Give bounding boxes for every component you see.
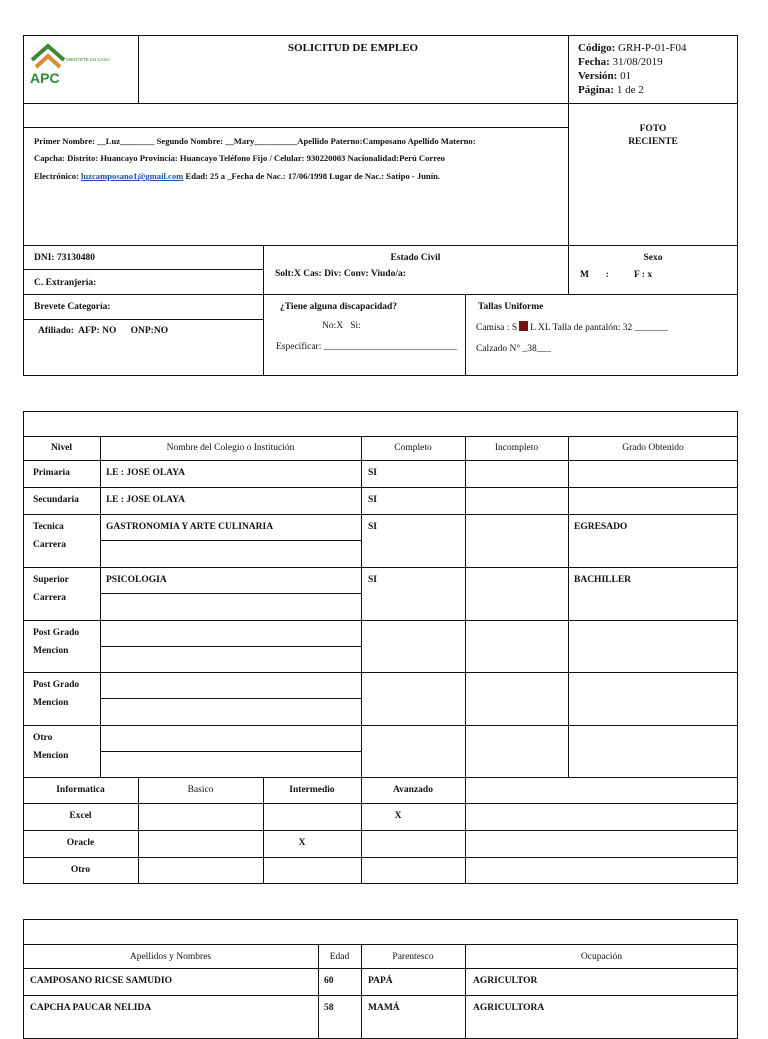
tallas-label: Tallas Uniforme: [478, 302, 544, 312]
especificar-field: Especificar: ____________________________: [276, 342, 457, 352]
email-link[interactable]: luzcamposano1@gmail.com: [81, 171, 184, 181]
edu-line: [23, 514, 738, 515]
ids-mid-line: [23, 294, 738, 295]
ids-col-1: [263, 245, 264, 376]
edu-header-grado: Grado Obtenido: [622, 443, 684, 453]
brevete-divider: [23, 319, 263, 320]
edu-completo-tecnica: SI: [368, 522, 377, 532]
family-header-parentesco: Parentesco: [392, 952, 434, 962]
brevete-field: Brevete Categoría:: [34, 302, 111, 312]
extranjeria-field: C. Extranjería:: [34, 278, 97, 288]
pagina-line: Página: 1 de 2: [578, 84, 644, 96]
edu-completo-primaria: SI: [368, 468, 377, 478]
edu-line: [23, 803, 738, 804]
family-row-2-nombre: CAPCHA PAUCAR NELIDA: [30, 1003, 152, 1013]
personal-line-2: Capcha: Distrito: Huancayo Provincia: Huancayo Teléfono Fijo / Celular: 930220003 Nacionalidad:Perú Correo: [34, 153, 445, 163]
dni-divider: [23, 269, 263, 270]
edu-line: [23, 857, 738, 858]
family-header-nombre: Apellidos y Nombres: [129, 952, 212, 962]
dni-field: DNI: 73130480: [34, 253, 95, 263]
edu-line: [23, 567, 738, 568]
edu-nivel-secundaria: Secundaria: [33, 495, 79, 505]
edu-header-nivel: Nivel: [50, 443, 73, 453]
family-line: [23, 995, 738, 996]
discapacidad-options: No:X Si:: [322, 321, 361, 331]
codigo-line: Código: GRH-P-01-F04: [578, 42, 687, 54]
afiliado-field: Afiliado: AFP: NO ONP:NO: [38, 326, 169, 336]
house-logo-icon: [28, 40, 133, 98]
edu-nivel-tecnica: Tecnica: [33, 522, 64, 532]
edu-nivel-primaria: Primaria: [33, 468, 70, 478]
edu-header-completo: Completo: [394, 443, 432, 453]
edu-line: [23, 725, 738, 726]
family-row-2-parentesco: MAMÁ: [368, 1003, 400, 1013]
edu-completo-secundaria: SI: [368, 495, 377, 505]
code-divider: [568, 35, 569, 103]
edu-subline: [100, 646, 361, 647]
camisa-field: Camisa : S L XL Talla de pantalón: 32 _______: [476, 323, 668, 333]
family-header-ocupacion: Ocupación: [580, 952, 623, 962]
edu-nombre-primaria: I.E : JOSE OLAYA: [106, 468, 186, 478]
edu-line: [23, 487, 738, 488]
fecha-line: Fecha: 31/08/2019: [578, 56, 663, 68]
edu-nivel-otro: Otro: [33, 733, 53, 743]
logo-tagline: MIÉNTETE EN CASA: [66, 57, 110, 62]
personal-line-1: Primer Nombre: __Luz________ Segundo Nombre: __Mary__________Apellido Paterno:Camposano Apellido Materno:: [34, 136, 476, 146]
family-line: [23, 968, 738, 969]
info-row-excel: Excel: [69, 811, 92, 821]
info-header-basico: Basico: [187, 785, 214, 795]
calzado-field: Calzado N° _38___: [476, 344, 552, 354]
edu-header-incompleto: Incompleto: [494, 443, 539, 453]
info-row-otro: Otro: [70, 865, 91, 875]
photo-label-1: FOTO: [639, 124, 667, 134]
ids-top-line: [23, 245, 738, 246]
info-oracle-intermedio: X: [298, 838, 306, 848]
edu-nivel-postgrado-1-mencion: Mencion: [33, 646, 69, 656]
personal-top-line: [23, 127, 568, 128]
edu-nivel-superior-carrera: Carrera: [33, 593, 67, 603]
logo-text: APC: [30, 70, 60, 86]
family-header-edad: Edad: [329, 952, 350, 962]
family-row-1-ocupacion: AGRICULTOR: [473, 976, 538, 986]
family-row-1-edad: 60: [324, 976, 334, 986]
ids-col-2b: [465, 294, 466, 376]
edu-line: [23, 436, 738, 437]
photo-label-2: RECIENTE: [628, 137, 678, 147]
family-row-2-ocupacion: AGRICULTORA: [473, 1003, 545, 1013]
edu-nombre-tecnica: GASTRONOMIA Y ARTE CULINARIA: [106, 522, 274, 532]
estado-civil-label: Estado Civil: [390, 253, 441, 263]
family-row-1-parentesco: PAPÁ: [368, 976, 393, 986]
family-row-1-nombre: CAMPOSANO RICSE SAMUDIO: [30, 976, 172, 986]
form-title: SOLICITUD DE EMPLEO: [287, 42, 419, 54]
edu-nivel-postgrado-2: Post Grado: [33, 680, 80, 690]
edu-nivel-postgrado-2-mencion: Mencion: [33, 698, 69, 708]
selected-size-swatch: [519, 321, 528, 331]
version-line: Versión: 01: [578, 70, 632, 82]
edu-grado-superior: BACHILLER: [574, 575, 632, 585]
edu-col: [100, 436, 101, 777]
edu-line: [23, 620, 738, 621]
edu-subline: [100, 593, 361, 594]
sexo-label: Sexo: [643, 253, 663, 263]
edu-nombre-superior: PSICOLOGIA: [106, 575, 167, 585]
edu-nivel-postgrado-1: Post Grado: [33, 628, 80, 638]
edu-subline: [100, 540, 361, 541]
info-row-oracle: Oracle: [66, 838, 95, 848]
edu-subline: [100, 751, 361, 752]
info-header-intermedio: Intermedio: [289, 785, 335, 795]
personal-line-3: Electrónico: luzcamposano1@gmail.com Edad: 25 a _Fecha de Nac.: 17/06/1998 Lugar de Nac.: Satipo - Junín.: [34, 171, 441, 181]
discapacidad-question: ¿Tiene alguna discapacidad?: [280, 302, 398, 312]
edu-line: [23, 460, 738, 461]
edu-grado-tecnica: EGRESADO: [574, 522, 628, 532]
edu-nombre-secundaria: I.E : JOSE OLAYA: [106, 495, 186, 505]
edu-nivel-tecnica-carrera: Carrera: [33, 540, 67, 550]
edu-line: [23, 672, 738, 673]
family-row-2-edad: 58: [324, 1003, 334, 1013]
edu-completo-superior: SI: [368, 575, 377, 585]
apc-logo: [28, 40, 133, 98]
edu-col: [465, 436, 466, 884]
edu-line: [23, 830, 738, 831]
edu-nivel-otro-mencion: Mencion: [33, 751, 69, 761]
sexo-f: F : x: [634, 270, 653, 280]
edu-col: [568, 436, 569, 777]
sexo-m: M :: [580, 270, 609, 280]
family-line: [23, 944, 738, 945]
header-divider: [23, 103, 738, 104]
info-header-avanzado: Avanzado: [393, 785, 433, 795]
edu-line: [23, 777, 738, 778]
info-excel-avanzado: X: [394, 811, 402, 821]
edu-header-nombre: Nombre del Colegio o Institución: [166, 443, 295, 453]
info-header-informatica: Informatica: [56, 785, 105, 795]
edu-subline: [100, 698, 361, 699]
edu-nivel-superior: Superior: [33, 575, 69, 585]
estado-civil-options: Solt:X Cas: Div: Conv: Viudo/a:: [275, 269, 406, 279]
